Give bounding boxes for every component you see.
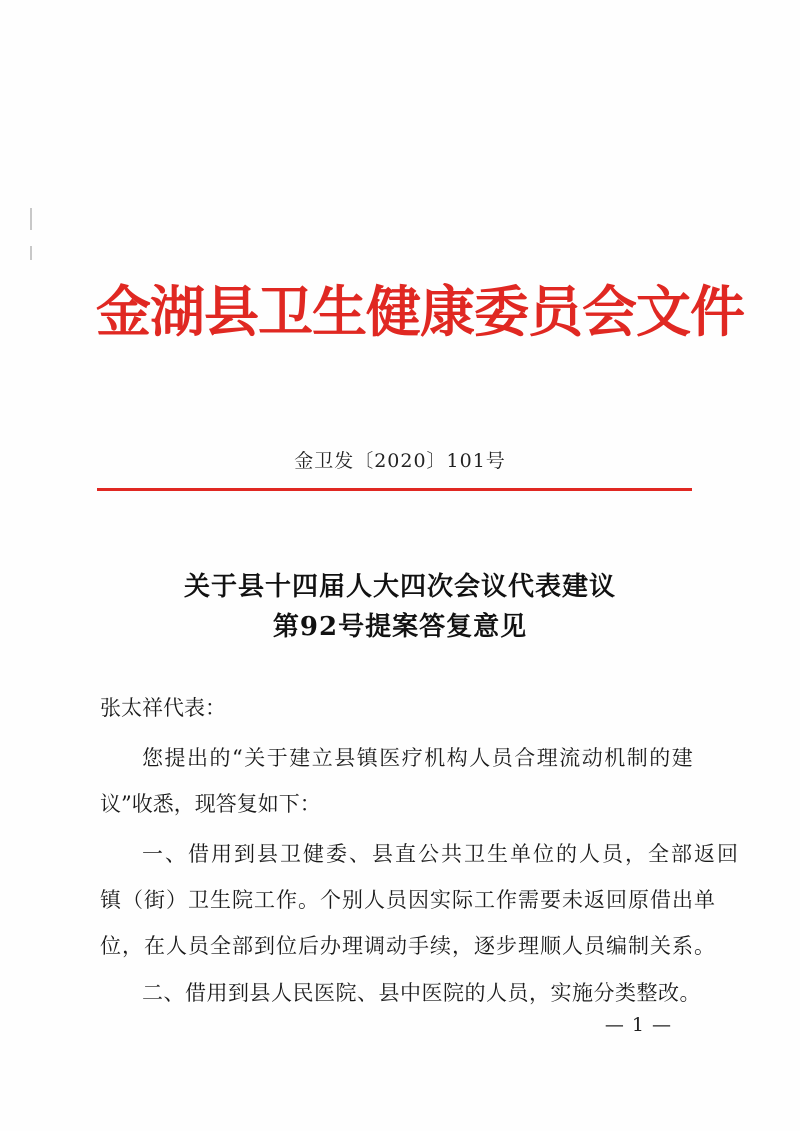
doc-title-line-1: 关于县十四届人大四次会议代表建议 <box>183 572 616 602</box>
page-number: — 1 — <box>604 1014 672 1036</box>
paragraph-1-line-1: 您提出的“关于建立县镇医疗机构人员合理流动机制的建 <box>142 746 695 770</box>
paragraph-1-line-2: 议”收悉，现答复如下： <box>100 792 321 816</box>
paragraph-3-line-1: 二、借用到县人民医院、县中医院的人员，实施分类整改。 <box>142 981 701 1005</box>
salutation: 张太祥代表： <box>100 696 226 720</box>
scan-edge-mark <box>30 208 32 230</box>
paragraph-2-line-2: 镇（街）卫生院工作。个别人员因实际工作需要未返回原借出单 <box>100 888 716 912</box>
paragraph-2-line-1: 一、借用到县卫健委、县直公共卫生单位的人员，全部返回 <box>142 842 740 866</box>
org-header-title: 金湖县卫生健康委员会文件 <box>96 279 745 344</box>
paragraph-2-line-3: 位，在人员全部到位后办理调动手续，逐步理顺人员编制关系。 <box>100 934 716 958</box>
doc-title-line-2: 第92号提案答复意见 <box>272 612 528 642</box>
scan-edge-mark <box>30 246 32 260</box>
document-number: 金卫发〔2020〕101号 <box>294 450 506 472</box>
header-divider <box>97 488 692 491</box>
